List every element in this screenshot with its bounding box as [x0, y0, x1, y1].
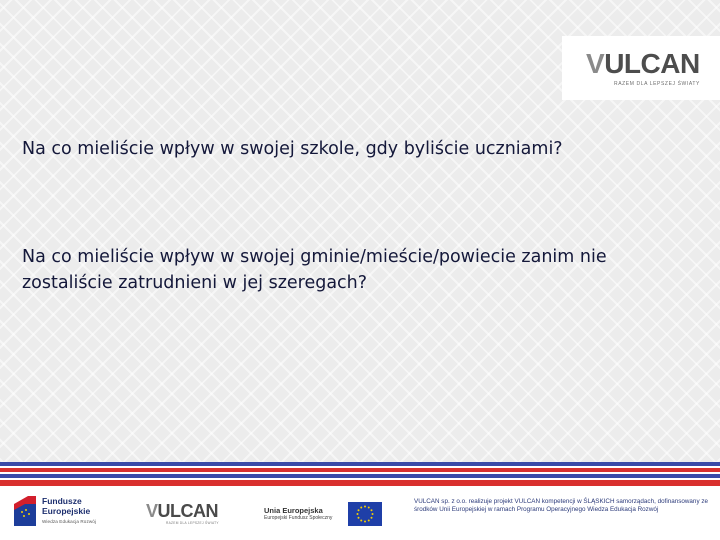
eu-star [371, 517, 373, 519]
eu-star [358, 517, 360, 519]
eu-star [368, 520, 370, 522]
footer-vulcan-text: ULCAN [157, 501, 219, 521]
vulcan-logo-tagline: RAZEM DLA LEPSZEJ ŚWIATY [614, 81, 700, 87]
stripe-2 [0, 466, 720, 468]
decorative-stripes [0, 462, 720, 486]
footer-vulcan-v: V [146, 501, 158, 521]
stripe-4 [0, 472, 720, 474]
stripe-1 [0, 462, 720, 466]
fe-logo-subtitle: Wiedza Edukacja Rozwój [42, 519, 97, 524]
eu-star [364, 506, 366, 508]
eu-star [368, 507, 370, 509]
eu-star [371, 509, 373, 511]
question-school: Na co mieliście wpływ w swojej szkole, gdy byliście uczniami? [22, 139, 563, 159]
stripe-5 [0, 474, 720, 478]
question-municipality: Na co mieliście wpływ w swojej gminie/mieście/powiecie zanim nie zostaliście zatrudnieni w jej szeregach? [22, 247, 607, 293]
eu-star [357, 513, 359, 515]
eu-star [372, 513, 374, 515]
vulcan-logo-text: ULCAN [604, 48, 700, 79]
stripe-6 [0, 478, 720, 480]
footer-vulcan-tagline: RAZEM DLA LEPSZEJ ŚWIATY [166, 521, 219, 525]
fe-logo-title: Fundusze Europejskie [42, 496, 91, 516]
eu-flag-icon [348, 502, 382, 526]
eu-star [360, 507, 362, 509]
eu-logo-title: Unia Europejska [264, 506, 323, 515]
eu-star [360, 520, 362, 522]
vulcan-logo [562, 36, 720, 100]
vulcan-logo-wordmark [586, 50, 700, 78]
vulcan-logo-v: V [586, 48, 605, 79]
project-funding-note: VULCAN sp. z o.o. realizuje projekt VULCAN kompetencji w ŚLĄSKICH samorządach, dofinansowany ze środków Unii Europejskiej w ramach Programu Operacyjnego Wiedza Edukacja Rozwój [414, 498, 708, 514]
eu-logo-text [264, 506, 346, 522]
stripe-3 [0, 468, 720, 472]
eu-star [358, 509, 360, 511]
footer-vulcan-logo [146, 502, 226, 532]
eu-logo-subtitle: Europejski Fundusz Społeczny [264, 515, 333, 521]
footer-logos [0, 486, 720, 540]
fe-flag-icon [14, 496, 36, 526]
fundusze-europejskie-logo [14, 494, 114, 534]
footer-vulcan-wordmark [146, 502, 218, 520]
eu-star [364, 521, 366, 523]
